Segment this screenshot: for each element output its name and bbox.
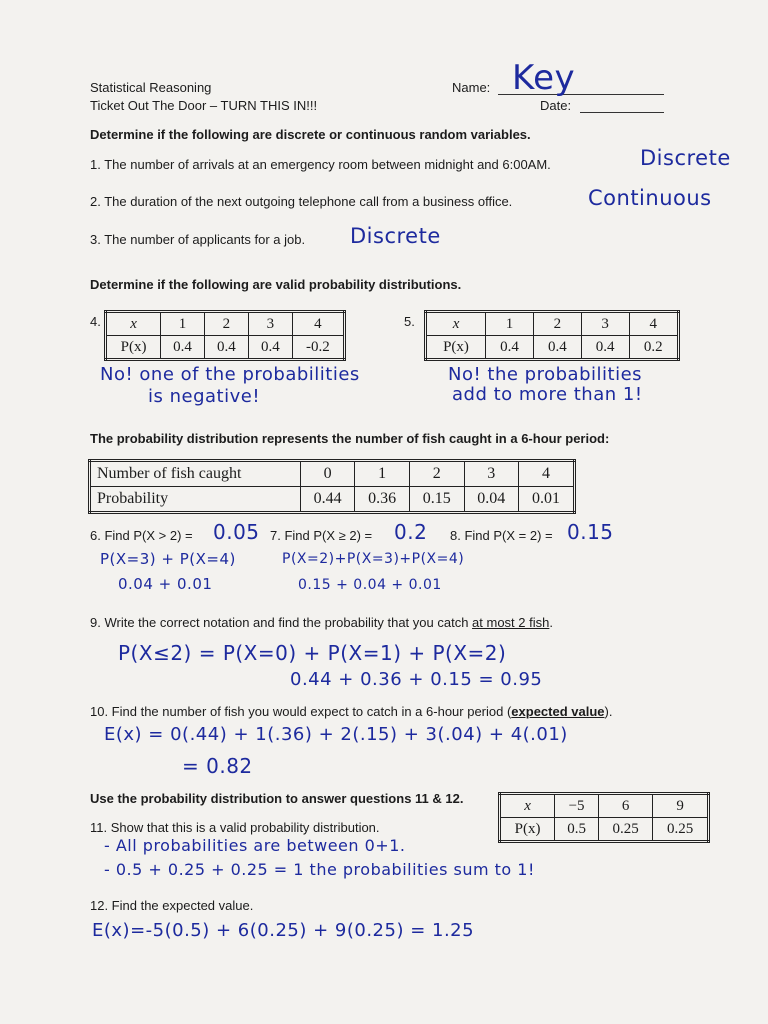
- question-1: 1. The number of arrivals at an emergency room between midnight and 6:00AM.: [90, 157, 551, 172]
- question-12: 12. Find the expected value.: [90, 898, 254, 913]
- fish-count-cell: 3: [464, 461, 519, 487]
- table4-p-cell: 0.4: [161, 336, 205, 360]
- question-4-number: 4.: [90, 314, 101, 329]
- answer-6: 0.05: [213, 520, 260, 544]
- work-6-line1: P(X=3) + P(X=4): [100, 550, 236, 568]
- table11-p-cell: 0.25: [653, 818, 709, 842]
- date-line: [580, 112, 664, 113]
- work-7-line1: P(X=2)+P(X=3)+P(X=4): [282, 551, 465, 567]
- table4-p-header: P(x): [106, 336, 161, 360]
- fish-distribution-table: [88, 459, 576, 514]
- table4-x-cell: 4: [292, 312, 344, 336]
- question-9-end: .: [549, 615, 553, 630]
- table5-x-cell: 2: [533, 312, 581, 336]
- fish-count-header: Number of fish caught: [90, 461, 301, 487]
- work-9-line2: 0.44 + 0.36 + 0.15 = 0.95: [290, 669, 543, 690]
- course-title: Statistical Reasoning: [90, 80, 212, 95]
- table5-x-cell: 4: [629, 312, 678, 336]
- table5-p-cell: 0.4: [581, 336, 629, 360]
- table5-p-cell: 0.4: [486, 336, 534, 360]
- table5-x-cell: 3: [581, 312, 629, 336]
- table11-p-cell: 0.5: [555, 818, 599, 842]
- table5-x-header: x: [426, 312, 486, 336]
- table4-x-cell: 2: [204, 312, 248, 336]
- section2-heading: Determine if the following are valid probability distributions.: [90, 277, 462, 292]
- table4-x-header: x: [106, 312, 161, 336]
- table4-x-cell: 1: [161, 312, 205, 336]
- section4-heading: Use the probability distribution to answer questions 11 & 12.: [90, 791, 464, 806]
- question-9-text: 9. Write the correct notation and find the probability that you catch: [90, 615, 473, 630]
- fish-prob-cell: 0.36: [355, 487, 410, 513]
- table4-x-cell: 3: [248, 312, 292, 336]
- question-3: 3. The number of applicants for a job.: [90, 232, 306, 247]
- table4-p-cell: -0.2: [292, 336, 344, 360]
- answer-3: Discrete: [350, 224, 441, 248]
- fish-count-cell: 2: [409, 461, 464, 487]
- answer-5-line1: No! the probabilities: [448, 364, 643, 385]
- section1-heading: Determine if the following are discrete or continuous random variables.: [90, 127, 531, 142]
- work-10-line2: = 0.82: [182, 754, 253, 778]
- question-10: [90, 704, 612, 719]
- question-10-end: ).: [604, 704, 613, 719]
- question-10-text: 10. Find the number of fish you would expect to catch in a 6-hour period (: [90, 704, 512, 719]
- table5-x-cell: 1: [486, 312, 534, 336]
- work-11-line1: - All probabilities are between 0+1.: [104, 836, 406, 855]
- work-6-line2: 0.04 + 0.01: [118, 575, 213, 593]
- answer-5-line2: add to more than 1!: [452, 384, 643, 405]
- date-label: Date:: [540, 98, 572, 113]
- fish-prob-cell: 0.04: [464, 487, 519, 513]
- question-6: 6. Find P(X > 2) =: [90, 528, 193, 543]
- question-8: 8. Find P(X = 2) =: [450, 528, 553, 543]
- question-9: [90, 615, 553, 630]
- table11-x-cell: 6: [599, 794, 653, 818]
- distribution-table-5: [424, 310, 680, 361]
- fish-prob-cell: 0.15: [409, 487, 464, 513]
- answer-2: Continuous: [588, 186, 712, 210]
- question-11: 11. Show that this is a valid probability distribution.: [90, 820, 380, 835]
- question-5-number: 5.: [404, 314, 415, 329]
- work-12-line1: E(x)=-5(0.5) + 6(0.25) + 9(0.25) = 1.25: [92, 920, 475, 941]
- answer-1: Discrete: [640, 146, 731, 170]
- answer-8: 0.15: [567, 520, 614, 544]
- section3-heading: The probability distribution represents the number of fish caught in a 6-hour period:: [90, 431, 610, 446]
- name-value: Key: [512, 58, 576, 98]
- table5-p-header: P(x): [426, 336, 486, 360]
- fish-count-cell: 1: [355, 461, 410, 487]
- worksheet-subtitle: Ticket Out The Door – TURN THIS IN!!!: [90, 98, 318, 113]
- table11-p-cell: 0.25: [599, 818, 653, 842]
- fish-prob-cell: 0.44: [300, 487, 355, 513]
- table4-p-cell: 0.4: [248, 336, 292, 360]
- question-2: 2. The duration of the next outgoing telephone call from a business office.: [90, 194, 513, 209]
- answer-4-line1: No! one of the probabilities: [100, 364, 360, 385]
- work-11-line2: - 0.5 + 0.25 + 0.25 = 1 the probabilities sum to 1!: [104, 860, 535, 879]
- table11-x-cell: 9: [653, 794, 709, 818]
- answer-4-line2: is negative!: [148, 386, 261, 407]
- distribution-table-4: [104, 310, 346, 361]
- table4-p-cell: 0.4: [204, 336, 248, 360]
- work-9-line1: P(X≤2) = P(X=0) + P(X=1) + P(X=2): [118, 641, 507, 665]
- distribution-table-11: [498, 792, 710, 843]
- table5-p-cell: 0.2: [629, 336, 678, 360]
- question-10-emphasis: expected value: [511, 704, 605, 719]
- table5-p-cell: 0.4: [533, 336, 581, 360]
- fish-prob-header: Probability: [90, 487, 301, 513]
- name-label: Name:: [452, 80, 491, 95]
- table11-p-header: P(x): [500, 818, 555, 842]
- answer-7: 0.2: [394, 520, 428, 544]
- table11-x-cell: −5: [555, 794, 599, 818]
- table11-x-header: x: [500, 794, 555, 818]
- work-7-line2: 0.15 + 0.04 + 0.01: [298, 577, 442, 593]
- fish-prob-cell: 0.01: [519, 487, 575, 513]
- fish-count-cell: 4: [519, 461, 575, 487]
- question-9-emphasis: at most 2 fish: [472, 615, 550, 630]
- question-7: 7. Find P(X ≥ 2) =: [270, 528, 373, 543]
- fish-count-cell: 0: [300, 461, 355, 487]
- work-10-line1: E(x) = 0(.44) + 1(.36) + 2(.15) + 3(.04) + 4(.01): [104, 724, 568, 745]
